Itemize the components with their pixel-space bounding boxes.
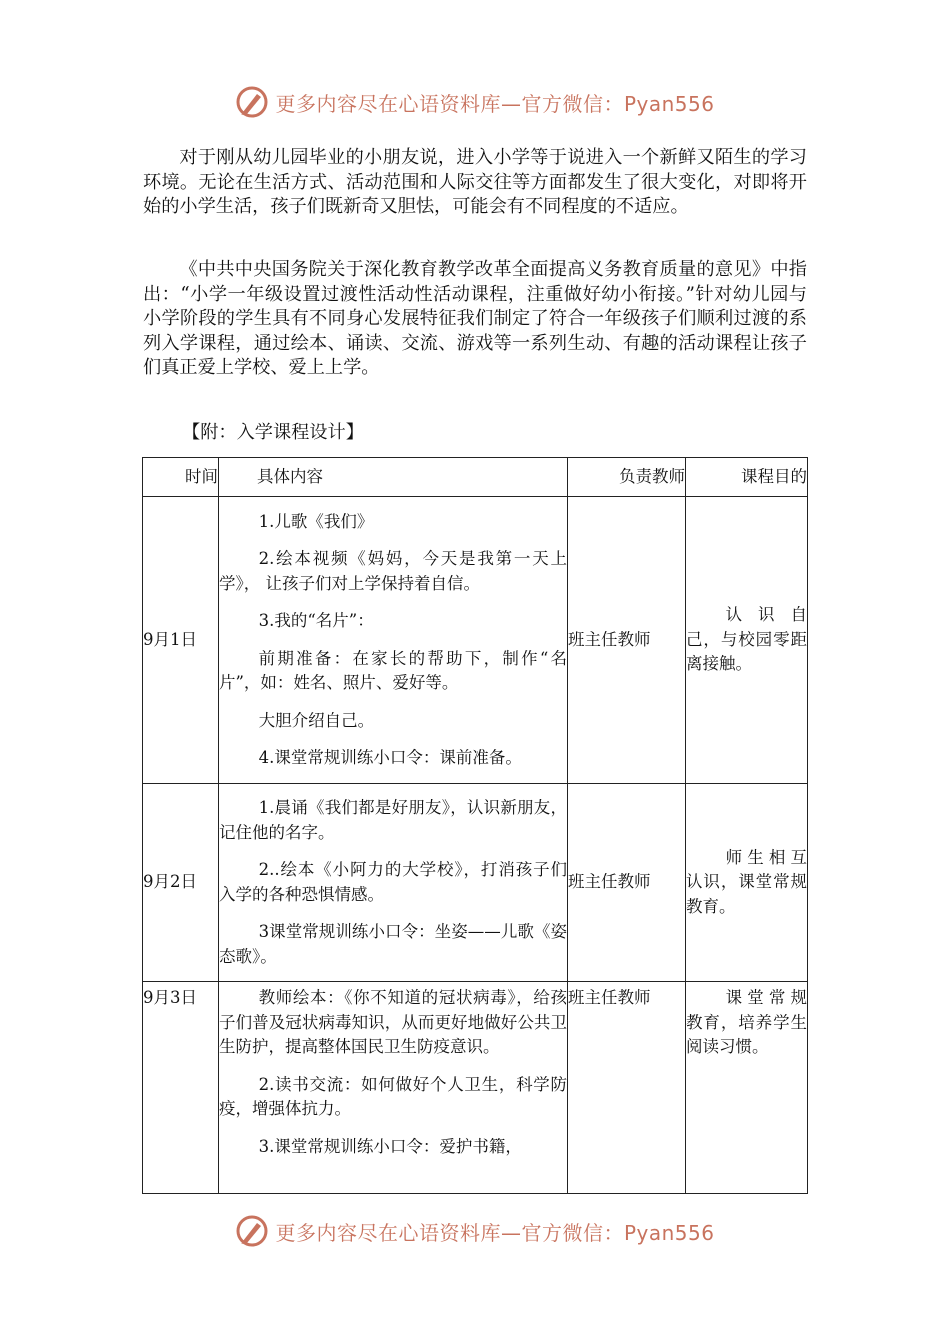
header-teacher: 负责教师 — [568, 458, 686, 497]
table-row — [143, 784, 808, 982]
cell-time: 9月3日 — [143, 982, 219, 1194]
content-item: 4.课堂常规训练小口令：课前准备。 — [258, 748, 522, 767]
intro-paragraph-1: 对于刚从幼儿园毕业的小朋友说，进入小学等于说进入一个新鲜又陌生的学习环境。无论在生活方式、活动范围和人际交往等方面都发生了很大变化，对即将开始的小学生活，孩子们既新奇又胆怯，可能会有不同程度的不适应。 — [143, 147, 807, 217]
cell-goal: 课堂常规教育，培养学生阅读习惯。 — [686, 982, 808, 1194]
header-time: 时间 — [143, 458, 219, 497]
course-table — [142, 457, 808, 1194]
header-content: 具体内容 — [219, 458, 568, 497]
content-item: 2.读书交流：如何做好个人卫生，科学防疫，增强体抗力。 — [219, 1074, 567, 1118]
content-item: 大胆介绍自己。 — [258, 710, 375, 730]
cell-teacher: 班主任教师 — [568, 784, 686, 982]
intro-paragraph-2: 《中共中央国务院关于深化教育教学改革全面提高义务教育质量的意见》中指出：“小学一年级设置过渡性活动性活动课程，注重做好幼小衔接。”针对幼儿园与小学阶段的学生具有不同身心发展特征我们制定了符合一年级孩子们顺利过渡的系列入学课程，通过绘本、诵读、交流、游戏等一系列生动、有趣的活动课程让孩子们真正爱上学校、爱上上学。 — [143, 259, 807, 378]
banner-text: 更多内容尽在心语资料库—官方微信：Pyan556 — [275, 91, 715, 116]
pen-logo-icon — [235, 1214, 269, 1248]
cell-content — [219, 784, 568, 982]
table-row — [143, 497, 808, 784]
content-item: 2..绘本《小阿力的大学校》，打消孩子们入学的各种恐惧情感。 — [219, 860, 567, 904]
content-item: 教师绘本：《你不知道的冠状病毒》，给孩子们普及冠状病毒知识，从而更好地做好公共卫生防护，提高整体国民卫生防疫意识。 — [219, 988, 567, 1056]
table-header-row — [143, 458, 808, 497]
content-item: 1.儿歌《我们》 — [258, 511, 374, 531]
content-item: 前期准备：在家长的帮助下，制作“名片”，如：姓名、照片、爱好等。 — [219, 648, 567, 692]
cell-time: 9月1日 — [143, 497, 219, 784]
content-item: 3.我的“名片”： — [258, 611, 374, 630]
cell-goal: 认识自己，与校园零距离接触。 — [686, 497, 808, 784]
header-banner — [0, 82, 950, 122]
cell-teacher: 班主任教师 — [568, 982, 686, 1194]
cell-teacher: 班主任教师 — [568, 497, 686, 784]
cell-content — [219, 982, 568, 1194]
content-item: 1.晨诵《我们都是好朋友》，认识新朋友，记住他的名字。 — [219, 798, 567, 842]
header-goal: 课程目的 — [686, 458, 808, 497]
footer-banner — [0, 1211, 950, 1251]
pen-logo-icon — [235, 85, 269, 119]
content-item: 3.课堂常规训练小口令：爱护书籍， — [258, 1136, 522, 1156]
cell-time: 9月2日 — [143, 784, 219, 982]
cell-content — [219, 497, 568, 784]
banner-text: 更多内容尽在心语资料库—官方微信：Pyan556 — [275, 1220, 715, 1245]
attachment-title: 【附：入学课程设计】 — [182, 422, 364, 443]
content-item: 2.绘本视频《妈妈，今天是我第一天上学》， 让孩子们对上学保持着自信。 — [219, 549, 567, 593]
cell-goal: 师生相互认识，课堂常规教育。 — [686, 784, 808, 982]
content-item: 3课堂常规训练小口令：坐姿——儿歌《姿态歌》。 — [219, 922, 567, 966]
table-row — [143, 982, 808, 1194]
